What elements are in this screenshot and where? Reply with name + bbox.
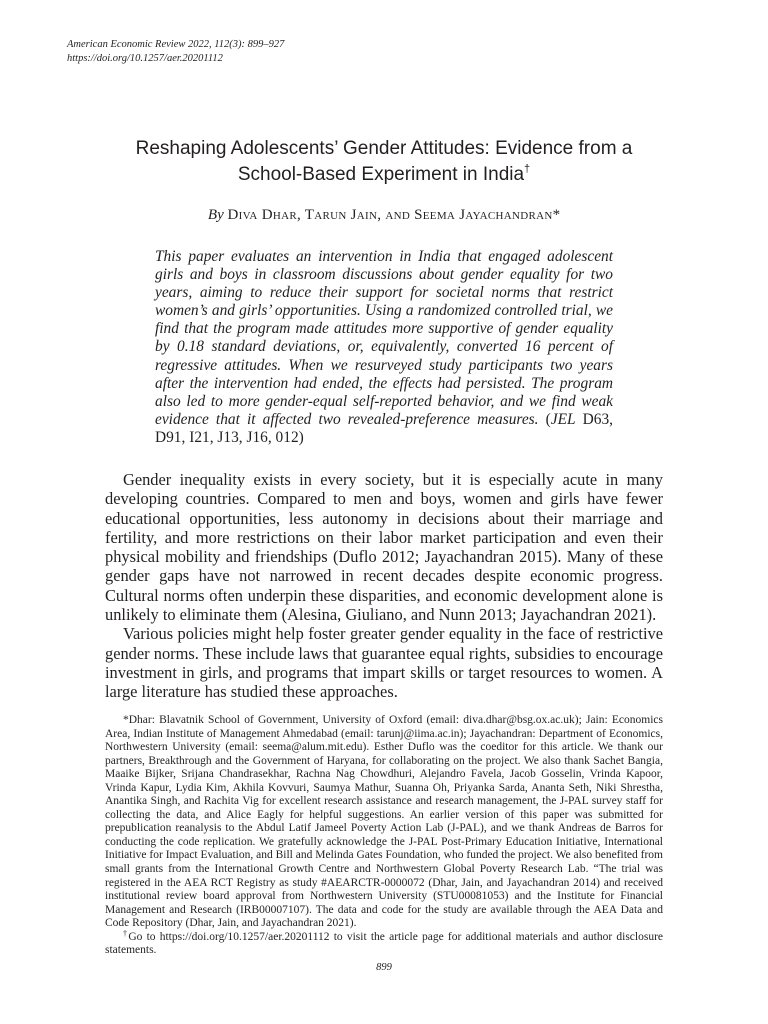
abstract: This paper evaluates an intervention in India that engaged adolescent girls and boys in classroom discussions about gender equality for two years, aiming to reduce their support for societal norms that restrict women’s and girls’ opportunities. Using a randomized controlled trial, we find that the program made attitudes more supportive of gender equality by 0.18 standard deviations, or, equivalently, converted 16 percent of regressive attitudes. When we resurveyed study participants two years after the intervention had ended, the effects had persisted. The program also led to more gender-equal self-reported behavior, and we find weak evidence that it affected two revealed-preference measures. (JEL D63, D91, I21, J13, J16, 012) — [155, 248, 613, 446]
title-line-1: Reshaping Adolescents’ Gender Attitudes: Evidence from a — [135, 138, 633, 159]
article-title — [100, 136, 668, 188]
byline-by: By — [207, 207, 224, 223]
author-footnote-mark[interactable]: * — [552, 207, 561, 223]
body-paragraph: Gender inequality exists in every society, but it is especially acute in many developing countries. Compared to men and boys, women and girls have fewer educational opportunities, less autonomy in decisions about their marriage and fertility, and more restrictions on their labor market participation and even their physical mobility and friendships (Duflo 2012; Jayachandran 2015). Many of these gender gaps have not narrowed in recent decades despite economic progress. Cultural norms often underpin these disparities, and economic development alone is unlikely to eliminate them (Alesina, Giuliano, and Nunn 2013; Jayachandran 2021). — [105, 470, 663, 625]
dagger-mark: † — [123, 928, 129, 938]
title-line-2: School-Based Experiment in India† — [237, 163, 531, 185]
journal-doi[interactable]: https://doi.org/10.1257/aer.20201112 — [67, 53, 223, 64]
author-byline — [100, 205, 668, 225]
body-paragraph: Various policies might help foster greater gender equality in the face of restrictive gender norms. These include laws that guarantee equal rights, subsidies to encourage investment in girls, and programs that impart skills or target resources to women. A large literature has studied these approaches. — [105, 624, 663, 702]
footnotes — [105, 714, 663, 958]
author-names: Diva Dhar, Tarun Jain, and Seema Jayachandran — [227, 207, 553, 223]
author-affiliation-footnote: *Dhar: Blavatnik School of Government, University of Oxford (email: diva.dhar@bsg.ox.ac.uk); Jain: Economics Area, Indian Institute of Management Ahmedabad (email: tarunj@iima.ac.in); Jayachandran: Department of Economics, Northwestern University (email: seema@alum.mit.edu). Esther Duflo was the coeditor for this article. We thank our partners, Breakthrough and the Government of Haryana, for collaborating on the project. We also thank Sachet Bangia, Maaike Bijker, Srijana Chandrasekhar, Rachna Nag Chowdhuri, Alejandro Favela, Jacob Gosselin, Vrinda Kapoor, Vrinda Kapur, Lydia Kim, Akhila Kovvuri, Saumya Mathur, Suanna Oh, Priyanka Sarda, Ananta Seth, Niki Shrestha, Anantika Singh, and Rachita Vig for excellent research assistance and research management, the J-PAL survey staff for collecting the data, and Alice Eagly for helpful suggestions. An earlier version of this paper was submitted for prepublication reanalysis to the Abdul Latif Jameel Poverty Action Lab (J-PAL), and we thank Andreas de Barros for conducting the code replication. We gratefully acknowledge the J-PAL Post-Primary Education Initiative, International Initiative for Impact Evaluation, and Bill and Melinda Gates Foundation, who funded the project. We also benefited from small grants from the International Growth Centre and Northwestern Global Poverty Research Lab. “The trial was registered in the AEA RCT Registry as study #AEARCTR-0000072 (Dhar, Jain, and Jayachandran 2014) and received institutional review board approval from Northwestern University (STU00081053) and the Institute for Financial Management and Research (IRB00007107). The data and code for the study are available through the AEA Data and Code Repository (Dhar, Jain, and Jayachandran 2021). — [105, 714, 663, 930]
journal-header — [67, 38, 284, 66]
article-link-footnote: †Go to https://doi.org/10.1257/aer.20201112 to visit the article page for additional materials and author disclosure statements. — [105, 928, 664, 957]
jel-codes: D63, D91, I21, J13, J16, 012) — [155, 410, 613, 446]
title-footnote-mark[interactable]: † — [524, 163, 531, 175]
journal-citation: American Economic Review 2022, 112(3): 899–927 — [67, 39, 285, 50]
jel-label: JEL — [550, 410, 576, 428]
abstract-text: This paper evaluates an intervention in India that engaged adolescent girls and boys in classroom discussions about gender equality for two years, aiming to reduce their support for societal norms that restrict women’s and girls’ opportunities. Using a randomized controlled trial, we find that the program made attitudes more supportive of gender equality by 0.18 standard deviations, or, equivalently, converted 16 percent of regressive attitudes. When we resurveyed study participants two years after the intervention had ended, the effects had persisted. The program also led to more gender-equal self-reported behavior, and we find weak evidence that it affected two revealed-preference measures. — [155, 248, 613, 428]
page-number: 899 — [376, 962, 392, 973]
body-text — [105, 470, 663, 702]
